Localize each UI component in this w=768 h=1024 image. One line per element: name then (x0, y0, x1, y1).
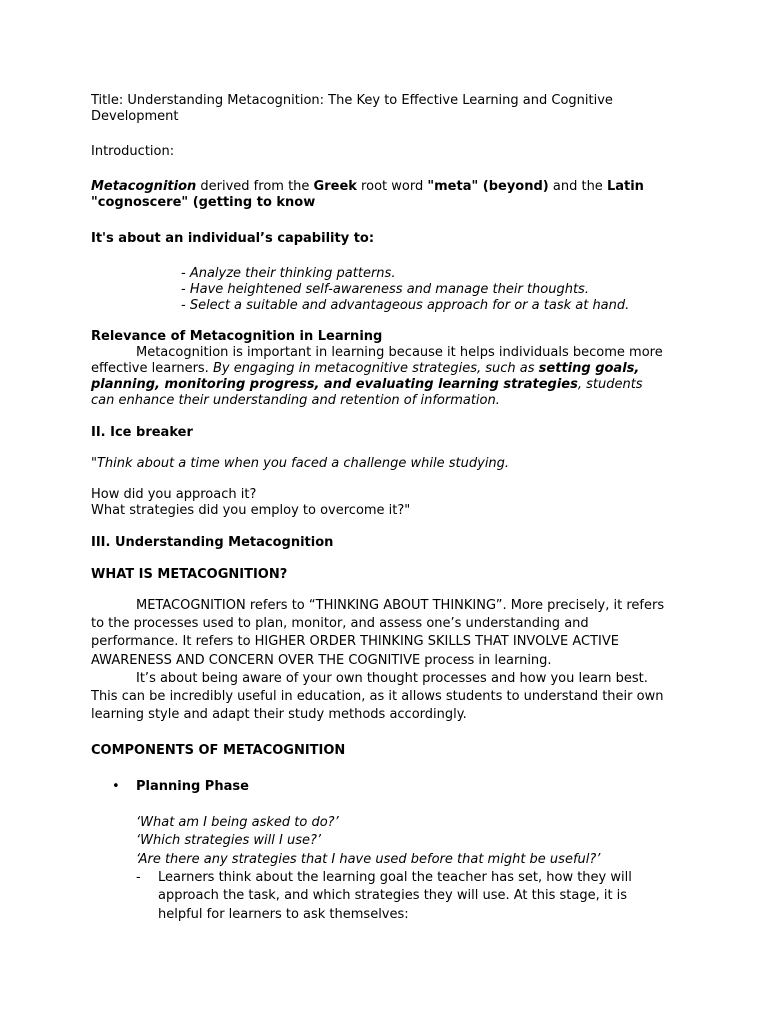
planning-question: ‘Which strategies will I use?’ (136, 833, 322, 848)
relevance-italic: By engaging in metacognitive strategies, such as (212, 361, 539, 376)
doc-title-line1: Title: Understanding Metacognition: The Key to Effective Learning and Cognitive (91, 93, 613, 108)
capability-item: - Have heightened self-awareness and manage their thoughts. (181, 282, 589, 297)
definition-text-2: root word (356, 179, 428, 194)
para1-line: to the processes used to plan, monitor, and assess one’s understanding and (91, 616, 589, 631)
ice-breaker-question: How did you approach it? (91, 487, 257, 502)
relevance-plain: effective learners. (91, 361, 213, 376)
relevance-line3 (91, 377, 643, 393)
ice-breaker-question: What strategies did you employ to overcome it?" (91, 503, 411, 518)
planning-desc-line: approach the task, and which strategies they will use. At this stage, it is (158, 888, 628, 903)
planning-question: ‘What am I being asked to do?’ (136, 815, 339, 830)
what-is-heading: WHAT IS METACOGNITION? (91, 567, 288, 582)
planning-desc-line: Learners think about the learning goal the teacher has set, how they will (158, 870, 632, 885)
ice-breaker-quote: "Think about a time when you faced a challenge while studying. (91, 456, 510, 471)
term-meta: "meta" (beyond) (427, 179, 549, 194)
relevance-line2 (91, 361, 639, 377)
doc-title-line2: Development (91, 109, 179, 124)
para2-line: This can be incredibly useful in education, as it allows students to understand their own (91, 689, 664, 704)
relevance-bold-strategies: planning, monitoring progress, and evaluating learning strategies (91, 377, 578, 392)
bullet-dot: • (112, 779, 120, 794)
definition-line2: "cognoscere" (getting to know (91, 195, 316, 210)
para1-line: performance. It refers to HIGHER ORDER THINKING SKILLS THAT INVOLVE ACTIVE (91, 634, 619, 649)
capability-item: - Analyze their thinking patterns. (181, 266, 396, 281)
understanding-heading: III. Understanding Metacognition (91, 535, 334, 550)
para1-line: AWARENESS AND CONCERN OVER THE COGNITIVE process in learning. (91, 653, 552, 668)
components-heading: COMPONENTS OF METACOGNITION (91, 743, 346, 758)
definition-text-1: derived from the (196, 179, 314, 194)
intro-heading: Introduction: (91, 144, 175, 159)
definition-line1 (91, 179, 644, 195)
relevance-heading: Relevance of Metacognition in Learning (91, 329, 383, 344)
planning-desc-line: helpful for learners to ask themselves: (158, 907, 409, 922)
planning-question: ‘Are there any strategies that I have used before that might be useful?’ (136, 852, 601, 867)
term-greek: Greek (313, 179, 357, 194)
para1-line: METACOGNITION refers to “THINKING ABOUT THINKING”. More precisely, it refers (136, 598, 665, 613)
dash-bullet: - (136, 870, 141, 885)
planning-phase-heading: Planning Phase (136, 779, 249, 794)
capability-item: - Select a suitable and advantageous approach for or a task at hand. (181, 298, 630, 313)
term-latin: Latin (606, 179, 644, 194)
capability-heading: It's about an individual’s capability to: (91, 231, 375, 246)
relevance-line4: can enhance their understanding and retention of information. (91, 393, 500, 408)
relevance-bold: setting goals, (538, 361, 640, 376)
para2-line: learning style and adapt their study methods accordingly. (91, 707, 467, 722)
ice-breaker-heading: II. Ice breaker (91, 425, 193, 440)
relevance-line1: Metacognition is important in learning because it helps individuals become more (136, 345, 663, 360)
definition-text-3: and the (548, 179, 607, 194)
relevance-italic-students: , students (577, 377, 643, 392)
para2-line: It’s about being aware of your own thought processes and how you learn best. (136, 671, 648, 686)
term-metacognition: Metacognition (91, 179, 197, 194)
